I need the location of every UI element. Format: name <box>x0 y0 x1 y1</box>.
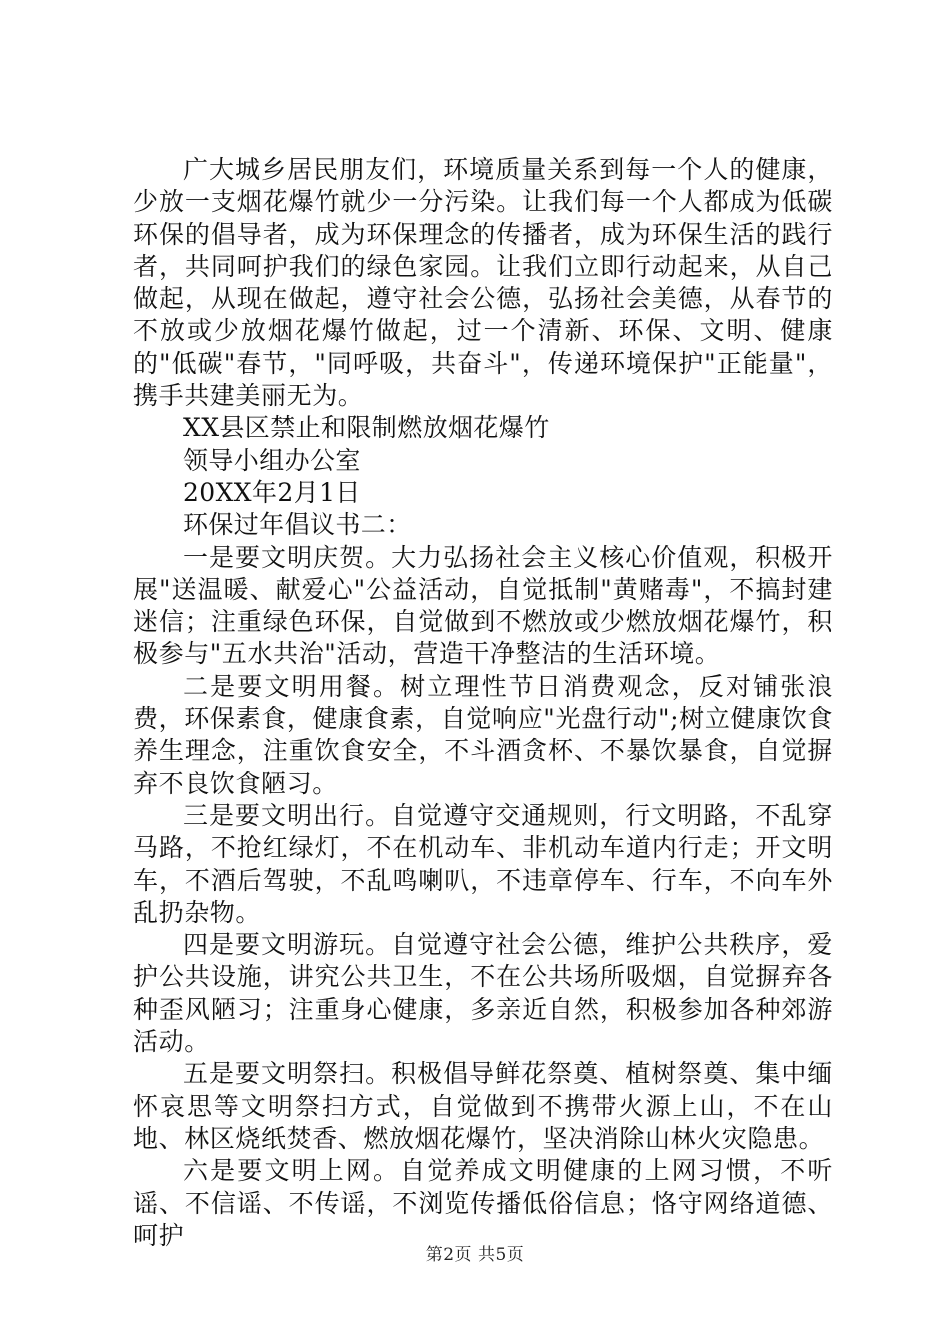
proposal-item: 四是要文明游玩。自觉遵守社会公德，维护公共秩序，爱护公共设施，讲究公共卫生，不在公共场所吸烟，自觉摒弃各种歪风陋习；注重身心健康，多亲近自然，积极参加各种郊游活动。 <box>133 930 833 1057</box>
section-title: 环保过年倡议书二： <box>183 510 412 540</box>
closing-paragraph: 广大城乡居民朋友们，环境质量关系到每一个人的健康，少放一支烟花爆竹就少一分污染。让我们每一个人都成为低碳环保的倡导者，成为环保理念的传播者，成为环保生活的践行者，共同呵护我们的绿色家园。让我们立即行动起来，从自己做起，从现在做起，遵守社会公德，弘扬社会美德，从春节的不放或少放烟花爆竹做起，过一个清新、环保、文明、健康的"低碳"春节，"同呼吸，共奋斗"，传递环境保护"正能量"，携手共建美丽无为。 <box>133 155 833 411</box>
signature-organization-line1: XX县区禁止和限制燃放烟花爆竹 <box>183 413 550 443</box>
proposal-item: 六是要文明上网。自觉养成文明健康的上网习惯，不听谣、不信谣、不传谣，不浏览传播低俗信息；恪守网络道德、呵护 <box>133 1156 833 1250</box>
proposal-item: 三是要文明出行。自觉遵守交通规则，行文明路，不乱穿马路，不抢红绿灯，不在机动车、非机动车道内行走；开文明车，不酒后驾驶，不乱鸣喇叭，不违章停车、行车，不向车外乱扔杂物。 <box>133 800 833 927</box>
signature-date: 20XX年2月1日 <box>183 477 361 507</box>
proposal-item: 五是要文明祭扫。积极倡导鲜花祭奠、植树祭奠、集中缅怀哀思等文明祭扫方式，自觉做到不携带火源上山，不在山地、林区烧纸焚香、燃放烟花爆竹，坚决消除山林火灾隐患。 <box>133 1059 833 1153</box>
proposal-item: 一是要文明庆贺。大力弘扬社会主义核心价值观，积极开展"送温暖、献爱心"公益活动，自觉抵制"黄赌毒"，不搞封建迷信；注重绿色环保，自觉做到不燃放或少燃放烟花爆竹，积极参与"五水共治"活动，营造干净整洁的生活环境。 <box>133 542 833 669</box>
document-body <box>133 154 833 1252</box>
proposal-item: 二是要文明用餐。树立理性节日消费观念，反对铺张浪费，环保素食，健康食素，自觉响应"光盘行动";树立健康饮食养生理念，注重饮食安全，不斗酒贪杯、不暴饮暴食，自觉摒弃不良饮食陋习。 <box>133 671 833 798</box>
page-footer: 第2页 共5页 <box>425 1245 525 1265</box>
signature-organization-line2: 领导小组办公室 <box>183 445 361 475</box>
